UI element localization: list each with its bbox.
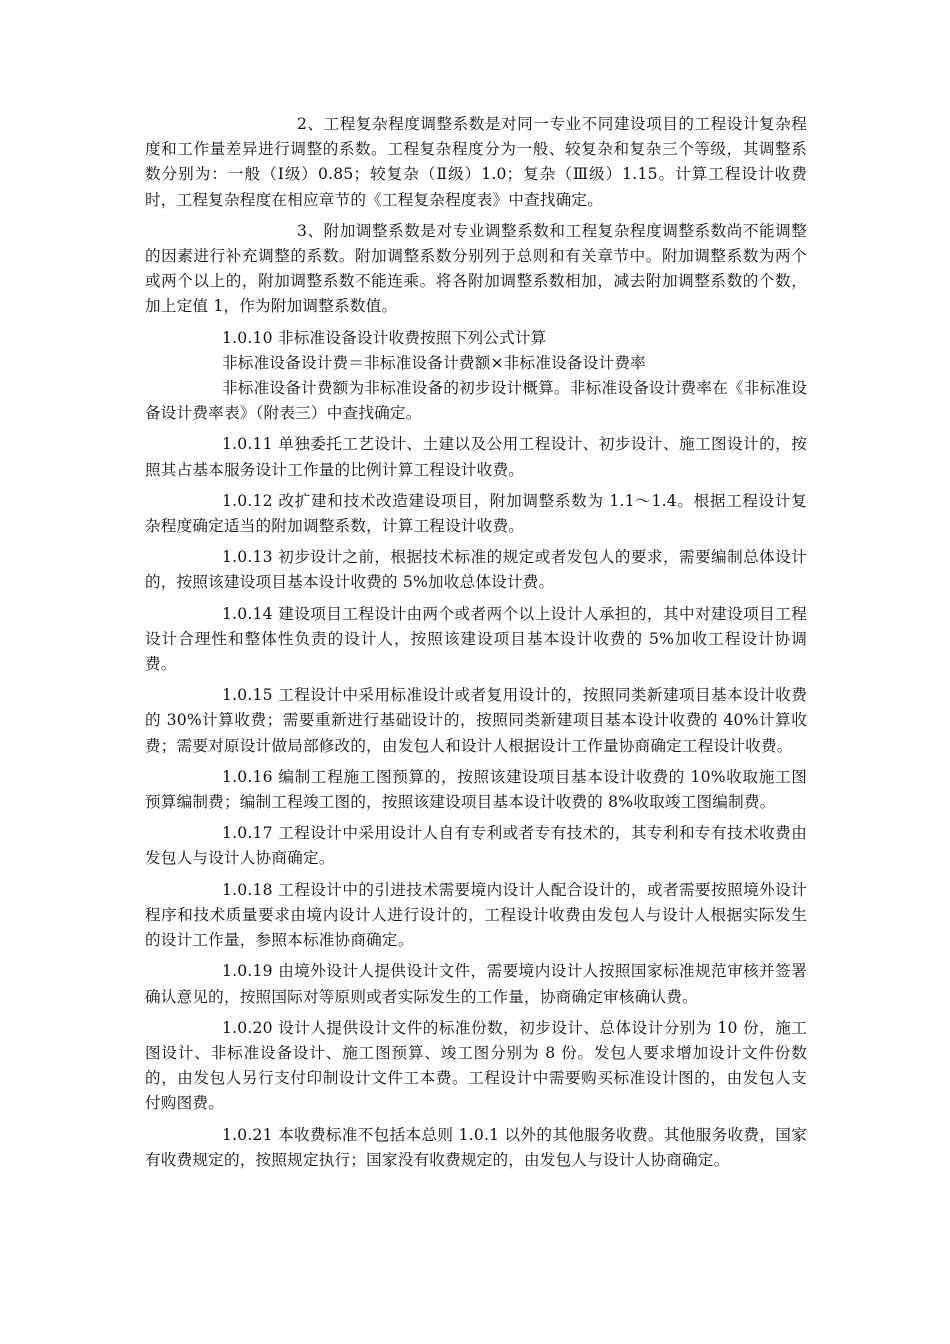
paragraph-1-0-17: 1.0.17 工程设计中采用设计人自有专利或者专有技术的，其专利和专有技术收费由发包人与设计人协商确定。 xyxy=(145,824,807,868)
paragraph-1-0-12: 1.0.12 改扩建和技术改造建设项目，附加调整系数为 1.1～1.4。根据工程设计复杂程度确定适当的附加调整系数，计算工程设计收费。 xyxy=(145,491,807,536)
paragraph-1-0-16: 1.0.16 编制工程施工图预算的，按照该建设项目基本设计收费的 10%收取施工图预算编制费；编制工程竣工图的，按照该建设项目基本设计收费的 8%收取竣工图编制费。 xyxy=(145,767,807,812)
paragraph-additional-coefficient: 3、附加调整系数是对专业调整系数和工程复杂程度调整系数尚不能调整的因素进行补充调整的系数。附加调整系数分别列于总则和有关章节中。附加调整系数为两个或两个以上的，附加调整系数不能连乘。将各附加调整系数相加，减去附加调整系数的个数，加上定值 1，作为附加调整系数值。 xyxy=(145,221,807,316)
paragraph-complexity-coefficient: 2、工程复杂程度调整系数是对同一专业不同建设项目的工程设计复杂程度和工作量差异进行调整的系数。工程复杂程度分为一般、较复杂和复杂三个等级，其调整系数分别为：一般（Ⅰ级）0.85；较复杂（Ⅱ级）1.0；复杂（Ⅲ级）1.15。计算工程设计收费时，工程复杂程度在相应章节的《工程复杂程度表》中查找确定。 xyxy=(145,115,807,209)
paragraph-1-0-21: 1.0.21 本收费标准不包括本总则 1.0.1 以外的其他服务收费。其他服务收费，国家有收费规定的，按照规定执行；国家没有收费规定的，由发包人与设计人协商确定。 xyxy=(145,1125,807,1169)
document-body xyxy=(145,112,807,1179)
paragraph-1-0-10: 1.0.10 非标准设备设计收费按照下列公式计算 xyxy=(222,328,547,347)
paragraph-1-0-11: 1.0.11 单独委托工艺设计、土建以及公用工程设计、初步设计、施工图设计的，按照其占基本服务设计工作量的比例计算工程设计收费。 xyxy=(145,435,807,479)
paragraph-1-0-18: 1.0.18 工程设计中的引进技术需要境内设计人配合设计的，或者需要按照境外设计程序和技术质量要求由境内设计人进行设计的，工程设计收费由发包人与设计人根据实际发生的设计工作量，参照本标准协商确定。 xyxy=(145,880,807,950)
paragraph-1-0-13: 1.0.13 初步设计之前，根据技术标准的规定或者发包人的要求，需要编制总体设计的，按照该建设项目基本设计收费的 5%加收总体设计费。 xyxy=(145,548,807,592)
paragraph-1-0-20: 1.0.20 设计人提供设计文件的标准份数，初步设计、总体设计分别为 10 份，施工图设计、非标准设备设计、施工图预算、竣工图分别为 8 份。发包人要求增加设计文件份数的，由发包人另行支付印制设计文件工本费。工程设计中需要购买标准设计图的，由发包人支付购图费。 xyxy=(145,1018,807,1113)
paragraph-1-0-14: 1.0.14 建设项目工程设计由两个或者两个以上设计人承担的，其中对建设项目工程设计合理性和整体性负责的设计人，按照该建设项目基本设计收费的 5%加收工程设计协调费。 xyxy=(145,604,807,674)
paragraph-formula: 非标准设备设计费＝非标准设备计费额×非标准设备设计费率 xyxy=(222,353,646,372)
paragraph-nonstandard-equipment: 非标准设备计费额为非标准设备的初步设计概算。非标准设备设计费率在《非标准设备设计费率表》（附表三）中查找确定。 xyxy=(145,379,807,423)
paragraph-1-0-19: 1.0.19 由境外设计人提供设计文件，需要境内设计人按照国家标准规范审核并签署确认意见的，按照国际对等原则或者实际发生的工作量，协商确定审核确认费。 xyxy=(145,962,807,1006)
paragraph-1-0-15: 1.0.15 工程设计中采用标准设计或者复用设计的，按照同类新建项目基本设计收费的 30%计算收费；需要重新进行基础设计的，按照同类新建项目基本设计收费的 40%计算收费；需要对原设计做局部修改的，由发包人和设计人根据设计工作量协商确定工程设计收费。 xyxy=(145,686,807,755)
